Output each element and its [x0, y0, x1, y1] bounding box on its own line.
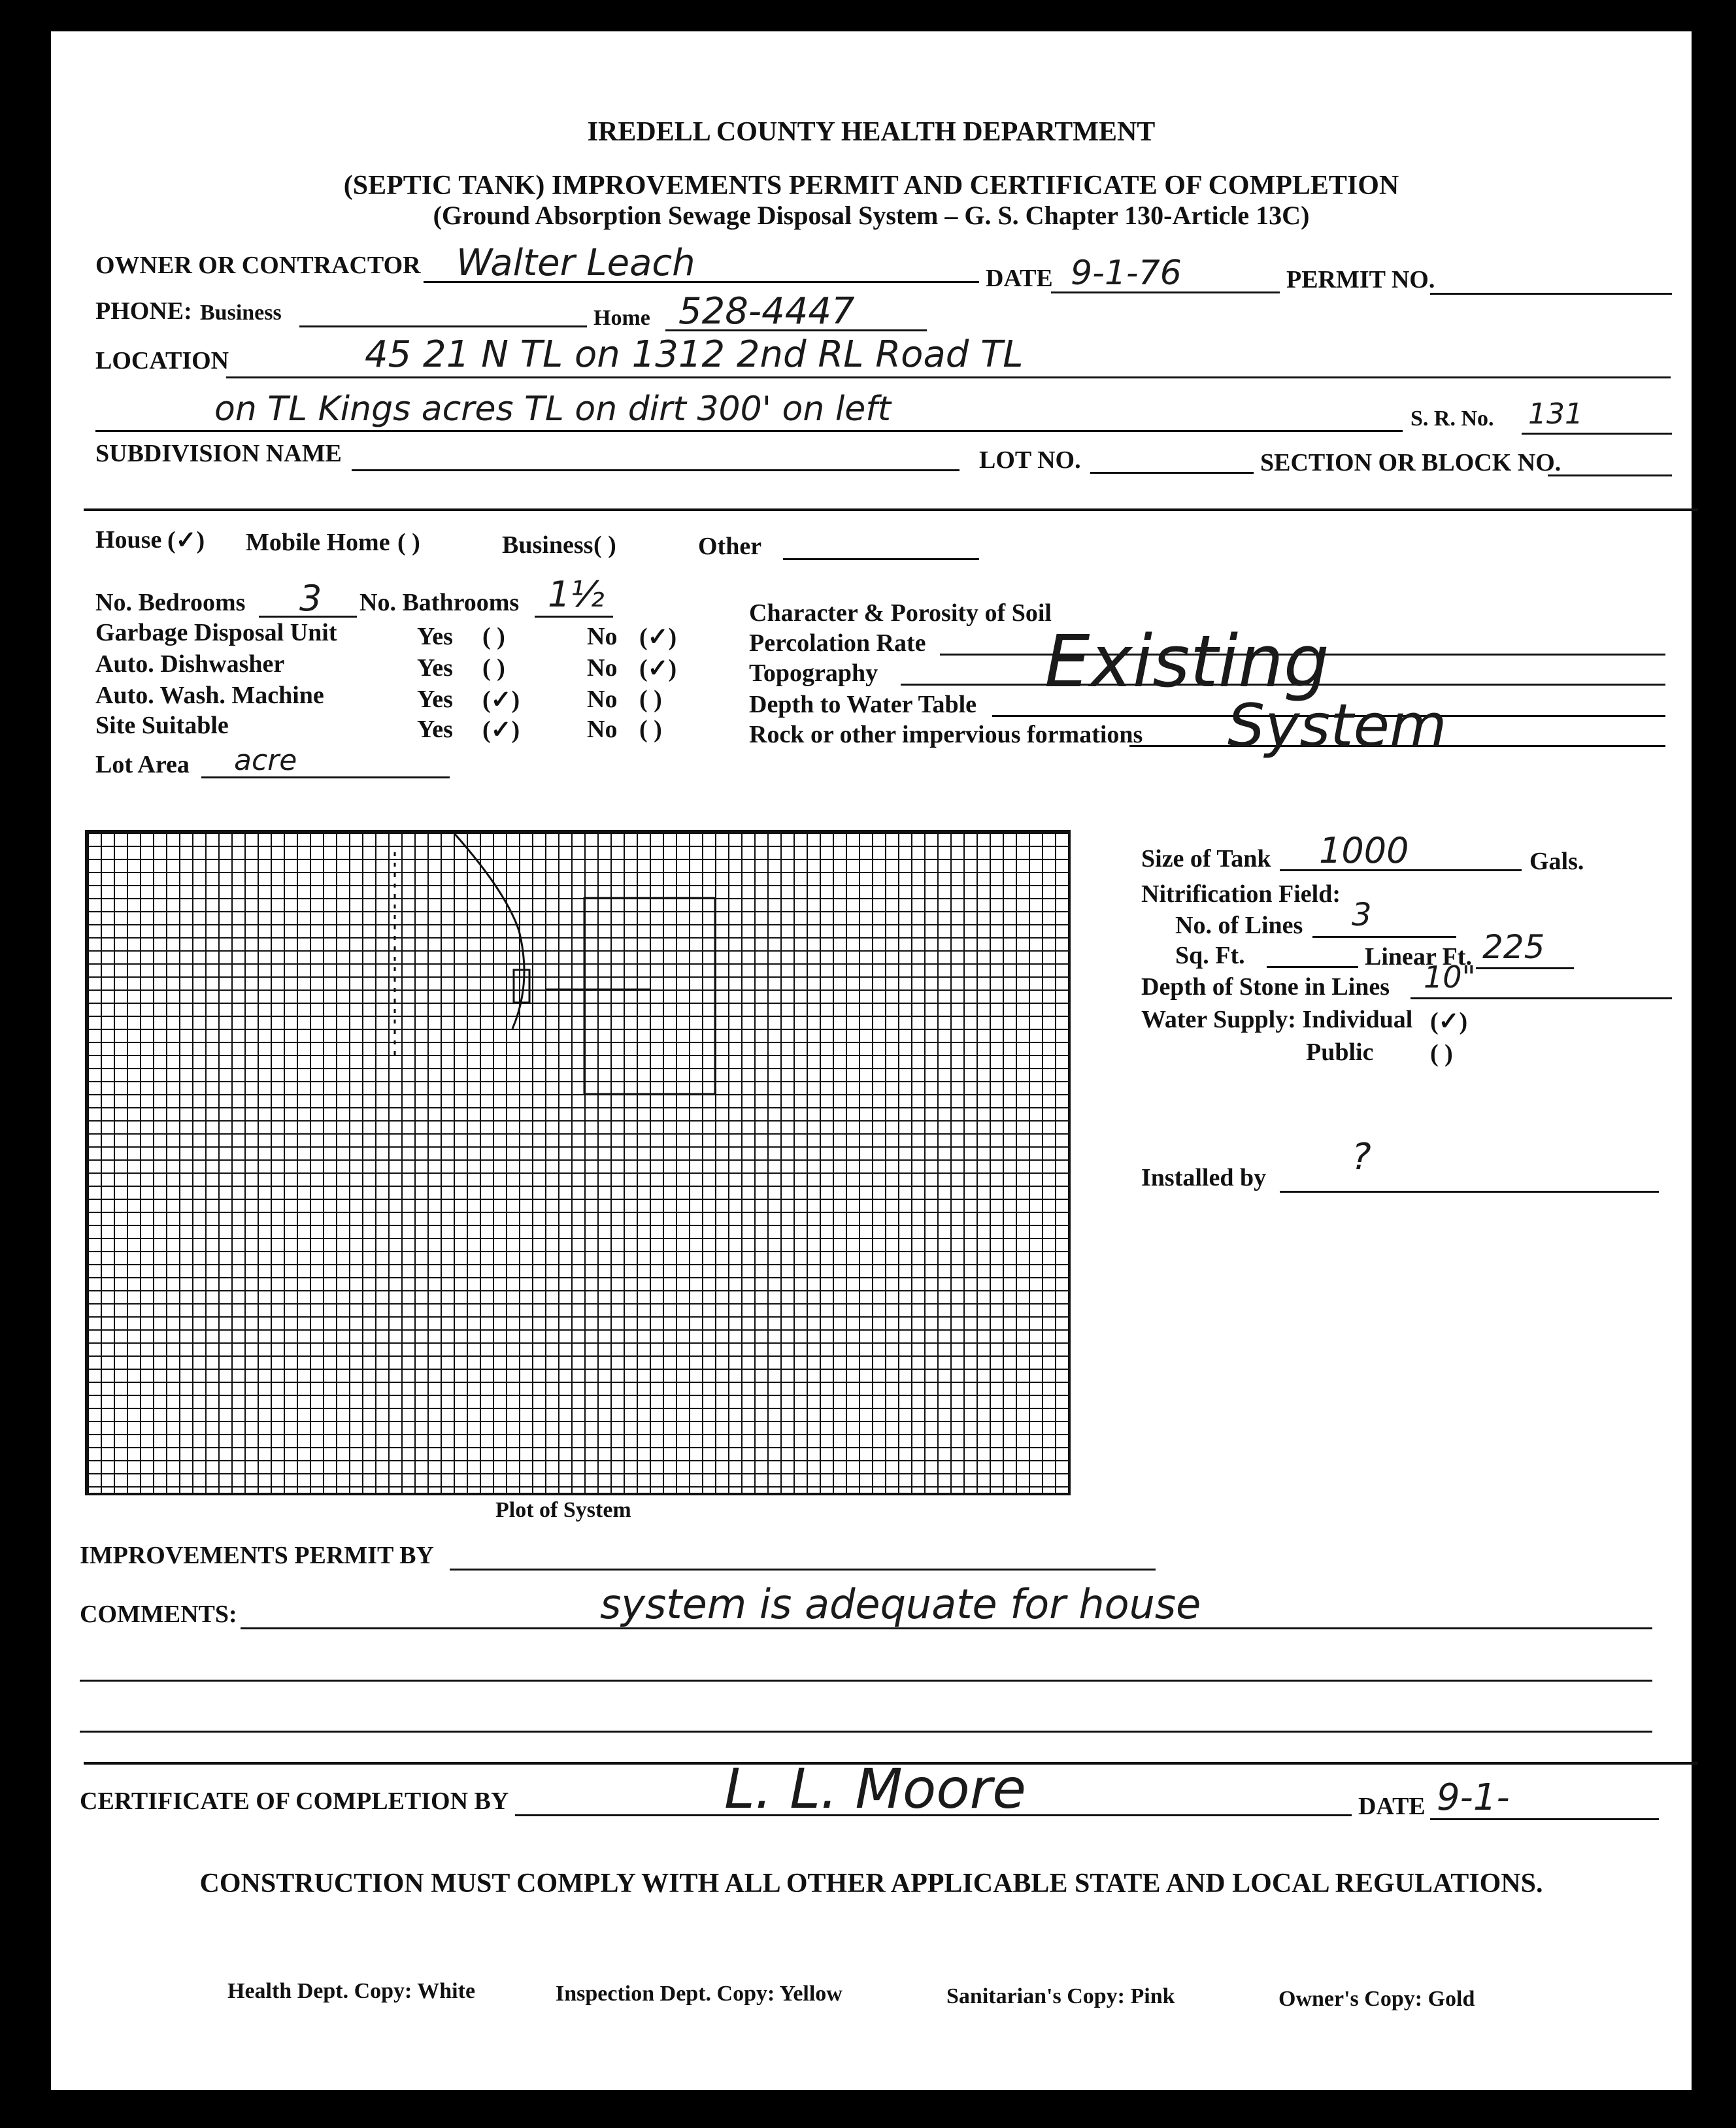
location-value-2: on TL Kings acres TL on dirt 300' on left — [214, 390, 891, 429]
subdivision-label: SUBDIVISION NAME — [95, 440, 342, 467]
nitrification-label: Nitrification Field: — [1141, 880, 1341, 908]
phone-home-label: Home — [593, 306, 650, 330]
garbage-no-label: No — [587, 623, 618, 650]
linear-ft-value: 225 — [1482, 928, 1545, 966]
bedrooms-value: 3 — [299, 578, 322, 619]
copy-sanitarian: Sanitarian's Copy: Pink — [946, 1984, 1175, 2008]
section-label: SECTION OR BLOCK NO. — [1260, 449, 1561, 476]
date-value: 9-1-76 — [1071, 254, 1182, 293]
percolation-label: Percolation Rate — [749, 629, 926, 657]
site-yes-checkbox[interactable]: (✓) — [482, 716, 520, 744]
plot-caption: Plot of System — [495, 1498, 631, 1522]
location-line-2 — [95, 430, 1403, 432]
lot-no-label: LOT NO. — [979, 446, 1081, 474]
permit-document — [51, 31, 1692, 2090]
wash-machine-label: Auto. Wash. Machine — [95, 682, 324, 709]
linear-ft-label: Linear Ft. — [1365, 943, 1472, 971]
dishwasher-yes-checkbox[interactable]: ( ) — [482, 654, 505, 682]
stone-depth-line — [1410, 997, 1672, 999]
soil-handwritten-existing: Existing — [1044, 620, 1329, 703]
copy-health: Health Dept. Copy: White — [227, 1979, 476, 2003]
compliance-notice: CONSTRUCTION MUST COMPLY WITH ALL OTHER APPLICABLE STATE AND LOCAL REGULATIONS. — [199, 1869, 1543, 1899]
lot-area-label: Lot Area — [95, 751, 190, 778]
sqft-label: Sq. Ft. — [1175, 942, 1245, 969]
document-subtitle: (Ground Absorption Sewage Disposal System – G. S. Chapter 130-Article 13C) — [433, 201, 1310, 230]
garbage-yes-label: Yes — [417, 623, 453, 650]
sr-value: 131 — [1528, 397, 1583, 431]
phone-home-value: 528-4447 — [678, 290, 855, 333]
lines-line — [1312, 936, 1456, 938]
improvements-permit-label: IMPROVEMENTS PERMIT BY — [80, 1542, 434, 1569]
sqft-line — [1267, 966, 1358, 968]
comments-line-3 — [80, 1731, 1652, 1733]
dishwasher-no-label: No — [587, 654, 618, 682]
business-type-label: Business — [502, 531, 593, 559]
wash-no-label: No — [587, 686, 618, 713]
date-label: DATE — [986, 265, 1053, 292]
wash-no-checkbox[interactable]: ( ) — [639, 686, 662, 713]
water-table-label: Depth to Water Table — [749, 691, 977, 718]
bathrooms-line — [535, 616, 613, 618]
site-no-label: No — [587, 716, 618, 743]
comments-line-2 — [80, 1680, 1652, 1682]
site-yes-label: Yes — [417, 716, 453, 743]
tank-size-value: 1000 — [1319, 830, 1409, 871]
owner-label: OWNER OR CONTRACTOR — [95, 252, 421, 279]
bathrooms-value: 1½ — [548, 574, 605, 615]
bedrooms-label: No. Bedrooms — [95, 589, 246, 616]
section-line — [1548, 474, 1672, 476]
dishwasher-label: Auto. Dishwasher — [95, 650, 285, 678]
installed-by-label: Installed by — [1141, 1164, 1267, 1191]
bathrooms-label: No. Bathrooms — [359, 589, 520, 616]
soil-character-label: Character & Porosity of Soil — [749, 599, 1052, 627]
phone-business-label: Business — [200, 301, 282, 325]
subdivision-line — [352, 469, 960, 471]
business-type-checkbox[interactable]: ( ) — [593, 531, 616, 559]
comments-value: system is adequate for house — [600, 1580, 1201, 1628]
permit-line — [1430, 293, 1672, 295]
other-type-line — [783, 558, 979, 560]
garbage-label: Garbage Disposal Unit — [95, 619, 337, 646]
certificate-label: CERTIFICATE OF COMPLETION BY — [80, 1787, 509, 1815]
phone-business-line — [299, 325, 587, 327]
phone-label: PHONE: — [95, 297, 192, 325]
copy-inspection: Inspection Dept. Copy: Yellow — [556, 1982, 843, 2006]
sr-line — [1522, 433, 1672, 435]
lines-value: 3 — [1352, 897, 1372, 933]
gals-label: Gals. — [1529, 848, 1584, 875]
plot-sketch — [88, 833, 1068, 1493]
sr-label: S. R. No. — [1410, 407, 1494, 431]
document-title: (SEPTIC TANK) IMPROVEMENTS PERMIT AND CERTIFICATE OF COMPLETION — [343, 171, 1399, 201]
lines-label: No. of Lines — [1175, 912, 1303, 939]
department-name: IREDELL COUNTY HEALTH DEPARTMENT — [587, 117, 1156, 147]
garbage-yes-checkbox[interactable]: ( ) — [482, 623, 505, 650]
garbage-no-checkbox[interactable]: (✓) — [639, 623, 677, 651]
water-supply-label: Water Supply: Individual — [1141, 1006, 1413, 1033]
certificate-signature: L. L. Moore — [724, 1757, 1026, 1821]
stone-depth-label: Depth of Stone in Lines — [1141, 973, 1390, 1001]
comments-label: COMMENTS: — [80, 1601, 237, 1628]
wash-yes-checkbox[interactable]: (✓) — [482, 686, 520, 714]
dishwasher-yes-label: Yes — [417, 654, 453, 682]
rock-label: Rock or other impervious formations — [749, 721, 1143, 748]
tank-size-label: Size of Tank — [1141, 845, 1271, 873]
lot-area-value: acre — [234, 744, 297, 777]
site-suitable-label: Site Suitable — [95, 712, 229, 739]
location-label: LOCATION — [95, 347, 229, 374]
house-checkbox[interactable]: (✓) — [167, 527, 205, 554]
water-individual-checkbox[interactable]: (✓) — [1430, 1008, 1468, 1035]
topography-label: Topography — [749, 659, 878, 687]
soil-handwritten-system: System — [1227, 691, 1447, 760]
location-value-1: 45 21 N TL on 1312 2nd RL Road TL — [365, 333, 1024, 376]
linear-ft-line — [1476, 967, 1574, 969]
stone-depth-value: 10" — [1424, 959, 1476, 995]
mobile-home-checkbox[interactable]: ( ) — [397, 529, 420, 556]
wash-yes-label: Yes — [417, 686, 453, 713]
section-divider — [84, 508, 1698, 511]
mobile-home-label: Mobile Home — [246, 529, 390, 556]
lot-no-line — [1090, 472, 1254, 474]
site-no-checkbox[interactable]: ( ) — [639, 716, 662, 743]
water-public-label: Public — [1306, 1039, 1374, 1066]
improvements-permit-line — [450, 1569, 1156, 1571]
water-public-checkbox[interactable]: ( ) — [1430, 1040, 1453, 1067]
copy-owner: Owner's Copy: Gold — [1278, 1987, 1475, 2011]
location-line-1 — [226, 376, 1671, 378]
installed-by-value: ? — [1352, 1136, 1371, 1178]
dishwasher-no-checkbox[interactable]: (✓) — [639, 655, 677, 682]
permit-label: PERMIT NO. — [1286, 266, 1435, 293]
installed-by-line — [1280, 1191, 1659, 1193]
plot-grid — [85, 830, 1071, 1495]
certificate-date-value: 9-1- — [1437, 1776, 1510, 1819]
certificate-date-label: DATE — [1358, 1793, 1426, 1820]
other-type-label: Other — [698, 533, 762, 560]
sketch-drainfield — [584, 898, 715, 1094]
owner-value: Walter Leach — [456, 242, 695, 284]
house-label: House — [95, 526, 162, 554]
